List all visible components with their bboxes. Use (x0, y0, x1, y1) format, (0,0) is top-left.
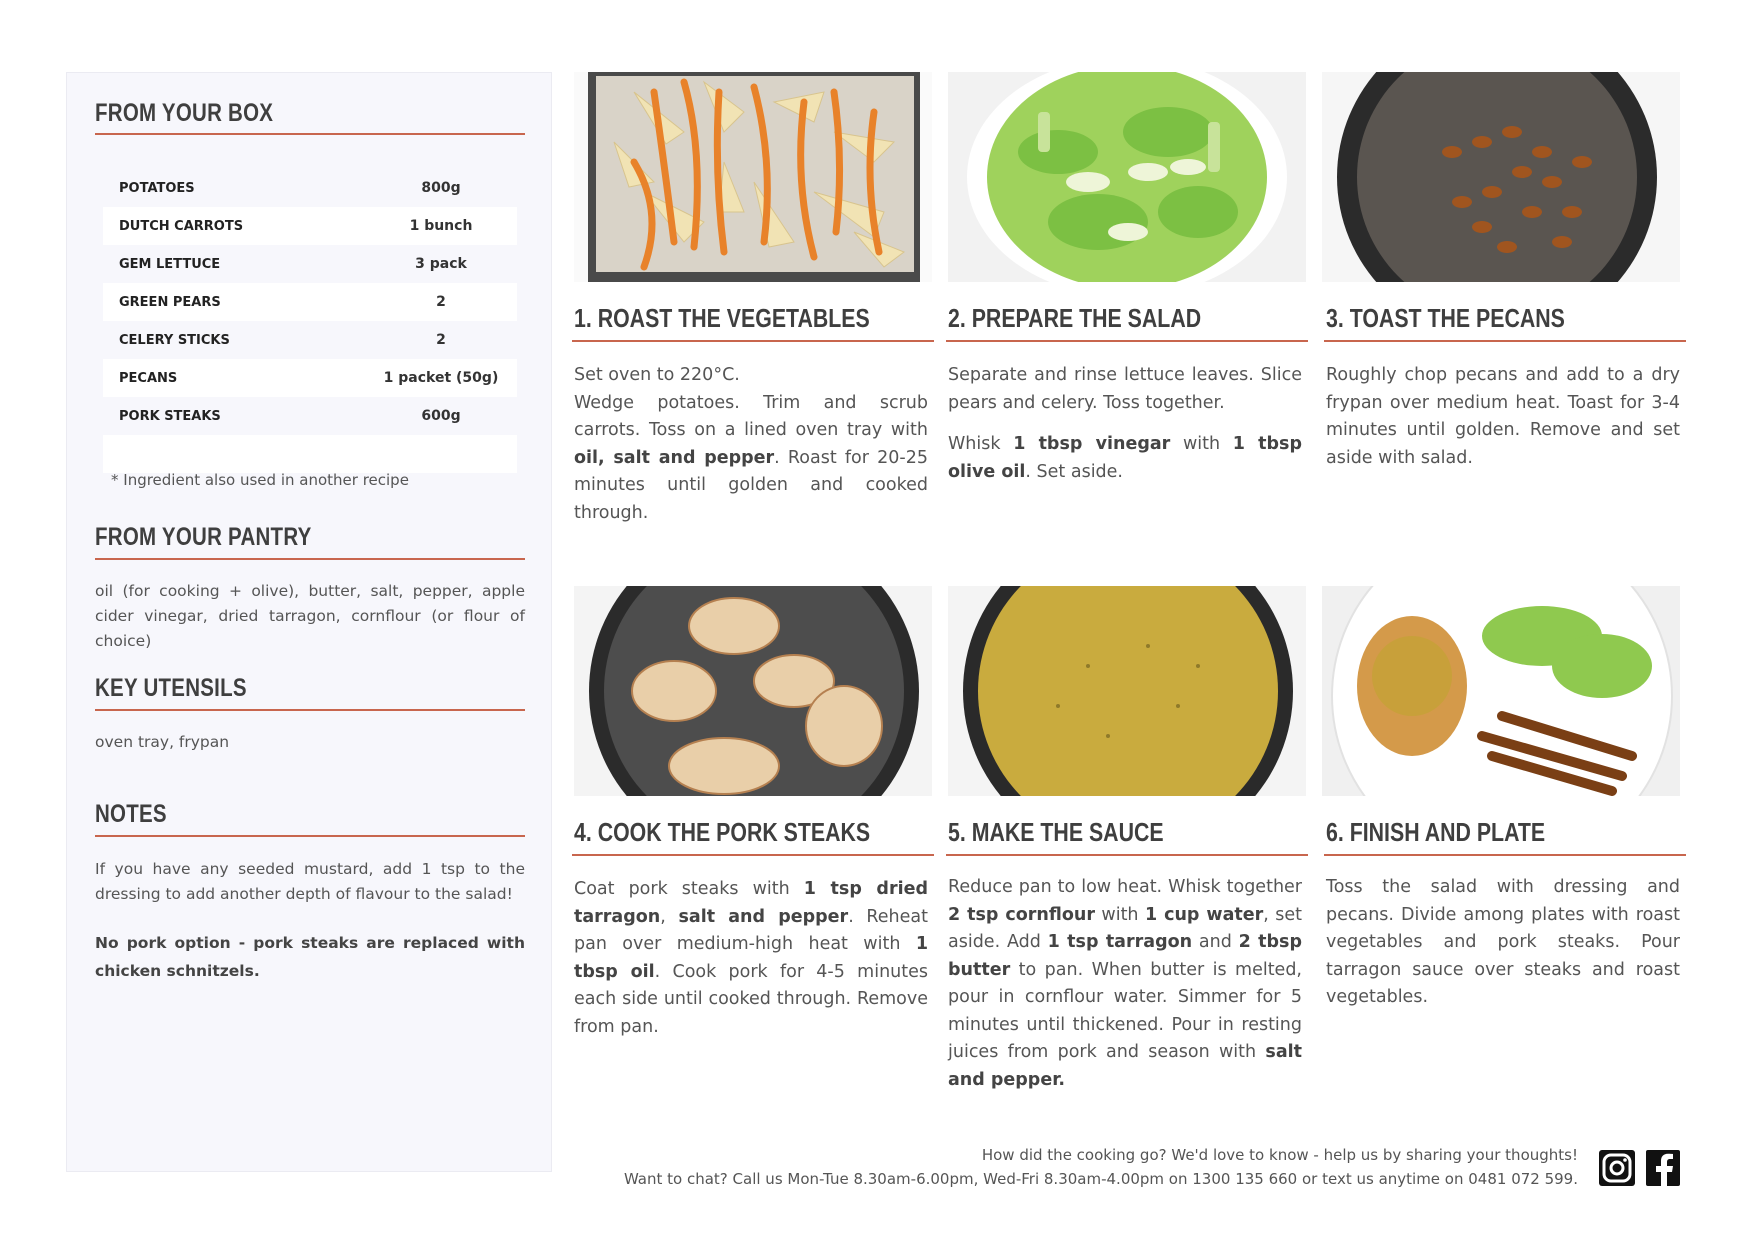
ingredient-name: CELERY STICKS (119, 332, 230, 348)
table-row (103, 169, 517, 207)
ingredient-qty: 1 packet (50g) (383, 370, 499, 386)
ingredient-name: PORK STEAKS (119, 408, 221, 424)
ingredient-qty: 600g (421, 408, 461, 424)
salad-image (948, 72, 1306, 282)
pecans-image (1322, 72, 1680, 282)
table-row (103, 207, 517, 245)
step-6-text: Toss the salad with dressing and pecans. Divide among plates with roast vegetables and pork steaks. Pour tarragon sauce over steaks and roast vegetables. (1326, 877, 1680, 1007)
pork-steaks-image (574, 586, 932, 796)
ingredient-qty: 800g (421, 180, 461, 196)
step-1-title: 1. ROAST THE VEGETABLES (574, 303, 870, 333)
step-3-title: 3. TOAST THE PECANS (1326, 303, 1565, 333)
step-4-text: Coat pork steaks with 1 tsp dried tarragon, salt and pepper. Reheat pan over medium-high heat with 1 tbsp oil. Cook pork for 4-5 minutes each side until cooked through. Remove from pan. (574, 879, 928, 1037)
step-2-text: Separate and rinse lettuce leaves. Slice pears and celery. Toss together. Whisk 1 tbsp vinegar with 1 tbsp olive oil. Set aside. (948, 365, 1302, 482)
step-5-title: 5. MAKE THE SAUCE (948, 817, 1164, 847)
step-6-title: 6. FINISH AND PLATE (1326, 817, 1546, 847)
ingredient-name: DUTCH CARROTS (119, 218, 244, 234)
ingredient-qty: 2 (436, 294, 446, 310)
divider (572, 340, 934, 342)
pantry-title: FROM YOUR PANTRY (95, 523, 312, 551)
divider (95, 835, 525, 837)
ingredients-sidebar (66, 72, 552, 1172)
instagram-icon[interactable] (1598, 1150, 1636, 1186)
plated-dish-image (1322, 586, 1680, 796)
ingredient-name: GEM LETTUCE (119, 256, 221, 272)
notes-text: If you have any seeded mustard, add 1 tsp to the dressing to add another depth of flavour to the salad! (95, 860, 525, 903)
notes-title: NOTES (95, 800, 167, 828)
table-row (103, 359, 517, 397)
ingredients-table (103, 169, 517, 473)
ingredient-name: POTATOES (119, 180, 195, 196)
facebook-icon[interactable] (1644, 1150, 1682, 1186)
ingredient-footnote: * Ingredient also used in another recipe (111, 471, 409, 489)
ingredient-name: PECANS (119, 370, 178, 386)
ingredient-qty: 1 bunch (409, 218, 473, 234)
step-5-text: Reduce pan to low heat. Whisk together 2 tsp cornflour with 1 cup water, set aside. Add 1 tsp tarragon and 2 tbsp butter to pan. When butter is melted, pour in cornflour water. Simmer for 5 minutes until thickened. Pour in resting juices from pork and season with salt and pepper. (948, 877, 1302, 1090)
pantry-text: oil (for cooking + olive), butter, salt, pepper, apple cider vinegar, dried tarragon, cornflour (or flour of choice) (95, 582, 525, 650)
sauce-image (948, 586, 1306, 796)
step-3-text: Roughly chop pecans and add to a dry frypan over medium heat. Toast for 3-4 minutes until golden. Remove and set aside with salad. (1326, 365, 1680, 468)
ingredient-qty: 3 pack (415, 256, 467, 272)
divider (572, 854, 934, 856)
table-row (103, 245, 517, 283)
divider (1324, 340, 1686, 342)
step-2-title: 2. PREPARE THE SALAD (948, 303, 1202, 333)
divider (95, 709, 525, 711)
divider (95, 133, 525, 135)
step-1-text: Set oven to 220°C. Wedge potatoes. Trim and scrub carrots. Toss on a lined oven tray with oil, salt and pepper. Roast for 20-25 minutes until golden and cooked through. (574, 365, 929, 523)
ingredient-name: GREEN PEARS (119, 294, 221, 310)
utensils-title: KEY UTENSILS (95, 674, 247, 702)
divider (946, 340, 1308, 342)
table-row-empty (103, 435, 517, 473)
utensils-text: oven tray, frypan (95, 733, 230, 751)
from-box-title: FROM YOUR BOX (95, 99, 274, 127)
ingredient-qty: 2 (436, 332, 446, 348)
notes-bold: No pork option - pork steaks are replaced with chicken schnitzels. (95, 934, 525, 980)
divider (1324, 854, 1686, 856)
table-row (103, 397, 517, 435)
divider (95, 558, 525, 560)
contact-line: Want to chat? Call us Mon-Tue 8.30am-6.00pm, Wed-Fri 8.30am-4.00pm on 1300 135 660 or text us anytime on 0481 072 599. (623, 1170, 1578, 1188)
step-4-title: 4. COOK THE PORK STEAKS (574, 817, 871, 847)
divider (946, 854, 1308, 856)
table-row (103, 321, 517, 359)
roast-vegetables-image (574, 72, 932, 282)
table-row (103, 283, 517, 321)
feedback-line: How did the cooking go? We'd love to know - help us by sharing your thoughts! (981, 1146, 1578, 1164)
